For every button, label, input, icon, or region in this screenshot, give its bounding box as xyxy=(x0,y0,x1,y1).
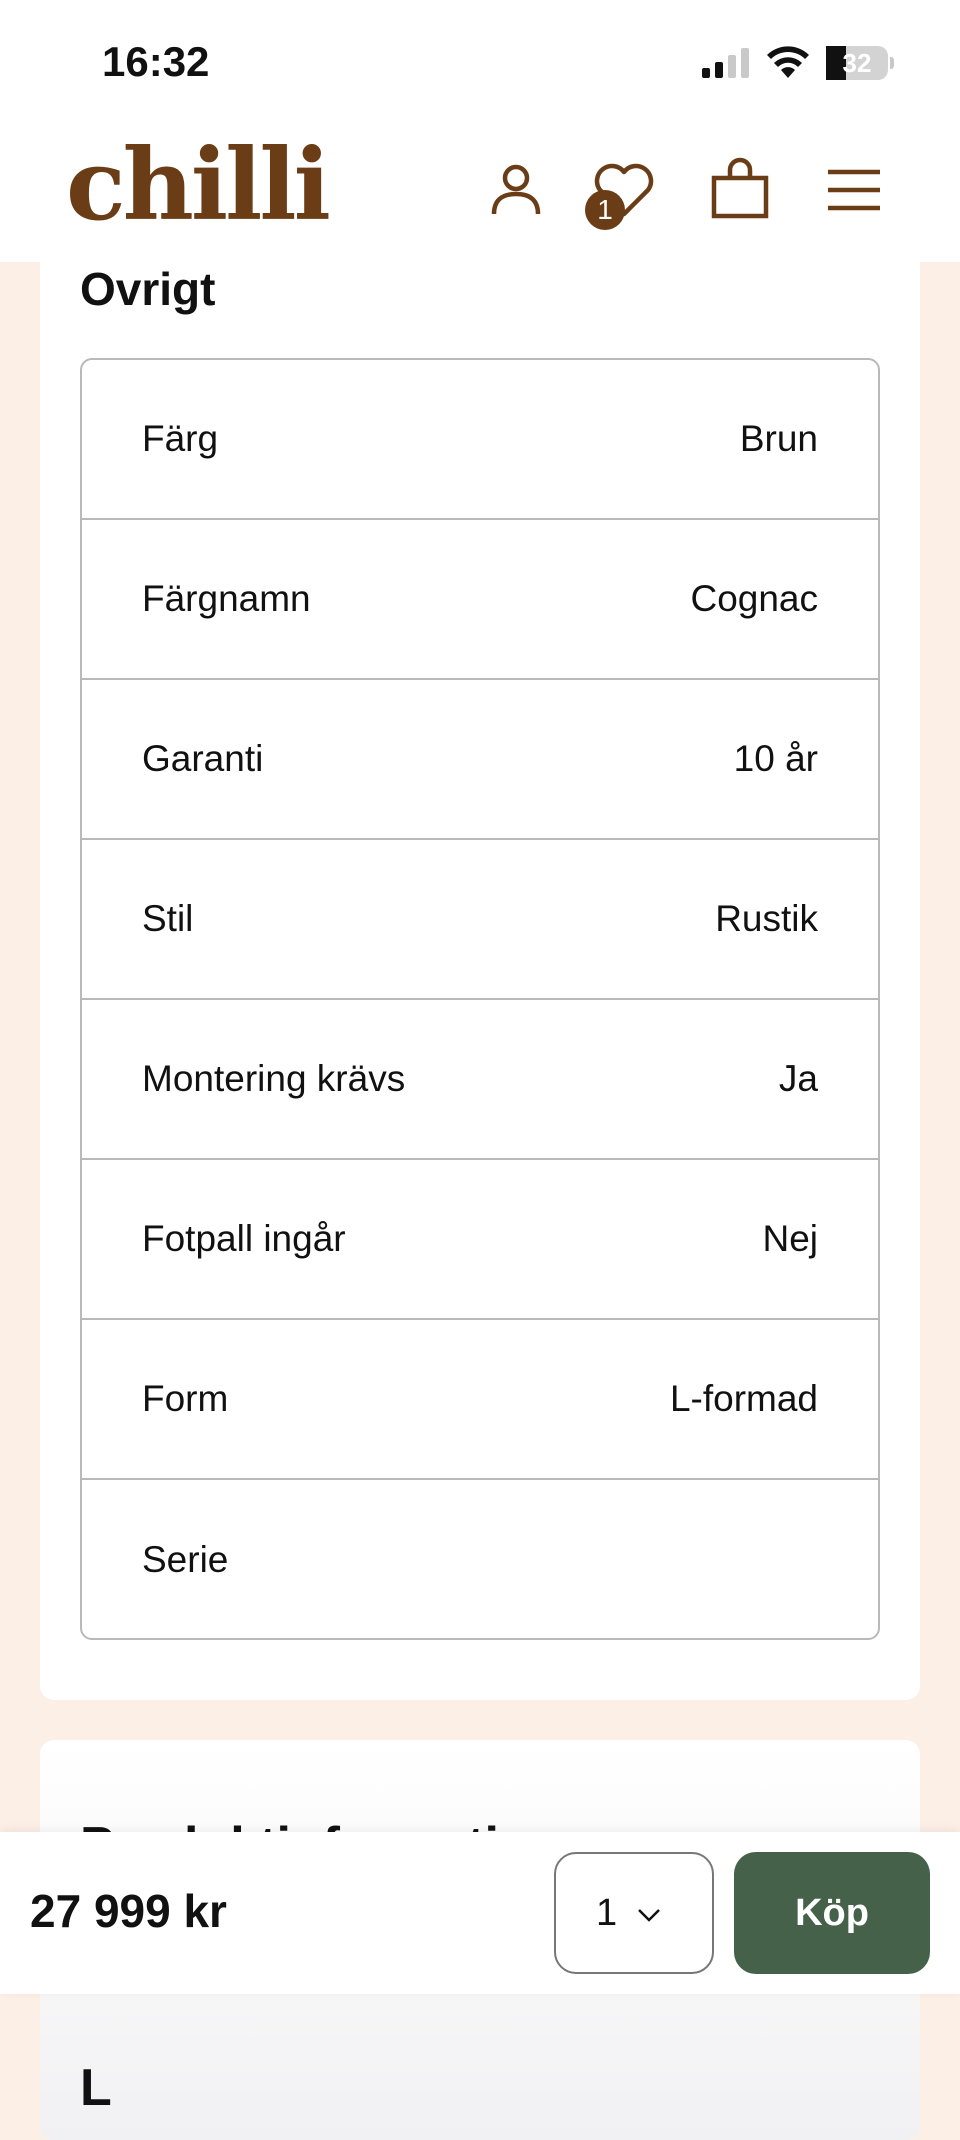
spec-row xyxy=(82,680,878,840)
price: 27 999 kr xyxy=(30,1885,227,1937)
spec-value: Cognac xyxy=(690,578,818,619)
spec-row xyxy=(82,840,878,1000)
spec-label: Fotpall ingår xyxy=(142,1218,346,1259)
buy-bar xyxy=(0,1832,960,1994)
spec-label: Färg xyxy=(142,418,219,459)
spec-value: Nej xyxy=(762,1218,818,1259)
spec-label: Form xyxy=(142,1378,229,1419)
quantity-select[interactable] xyxy=(554,1852,714,1974)
user-icon[interactable] xyxy=(484,158,548,222)
spec-value: Brun xyxy=(739,418,818,459)
battery-level: 32 xyxy=(842,48,872,78)
spec-row xyxy=(82,360,878,520)
spec-row xyxy=(82,1160,878,1320)
quantity-value: 1 xyxy=(596,1892,618,1934)
spec-value: L-formad xyxy=(669,1378,818,1419)
spec-table xyxy=(80,358,880,1640)
spec-row xyxy=(82,1480,878,1640)
spec-value: 10 år xyxy=(733,738,818,779)
bottom-safe-area xyxy=(0,1994,960,2078)
wifi-icon xyxy=(766,44,810,80)
spec-label: Serie xyxy=(142,1539,229,1580)
specs-card xyxy=(40,262,920,1700)
spec-row xyxy=(82,1000,878,1160)
spec-label: Montering krävs xyxy=(142,1058,406,1099)
logo[interactable]: chilli xyxy=(66,128,328,243)
spec-row xyxy=(82,1320,878,1480)
spec-value: Rustik xyxy=(715,898,818,939)
spec-value: Ja xyxy=(778,1058,818,1099)
chevron-down-icon xyxy=(636,1906,662,1924)
spec-label: Stil xyxy=(142,898,194,939)
spec-label: Garanti xyxy=(142,738,264,779)
wishlist-count-badge: 1 xyxy=(585,190,625,230)
site-header xyxy=(0,120,960,262)
signal-icon xyxy=(700,48,752,78)
spec-label: Färgnamn xyxy=(142,578,311,619)
next-accordion-title: L xyxy=(80,2059,112,2117)
spec-row xyxy=(82,520,878,680)
status-bar xyxy=(0,0,960,120)
section-title: Ovrigt xyxy=(80,263,216,315)
shopping-bag-icon[interactable] xyxy=(708,158,772,222)
menu-icon[interactable] xyxy=(822,158,886,222)
buy-button[interactable]: Köp xyxy=(734,1852,930,1974)
status-time: 16:32 xyxy=(102,38,210,85)
battery-icon xyxy=(826,46,894,80)
